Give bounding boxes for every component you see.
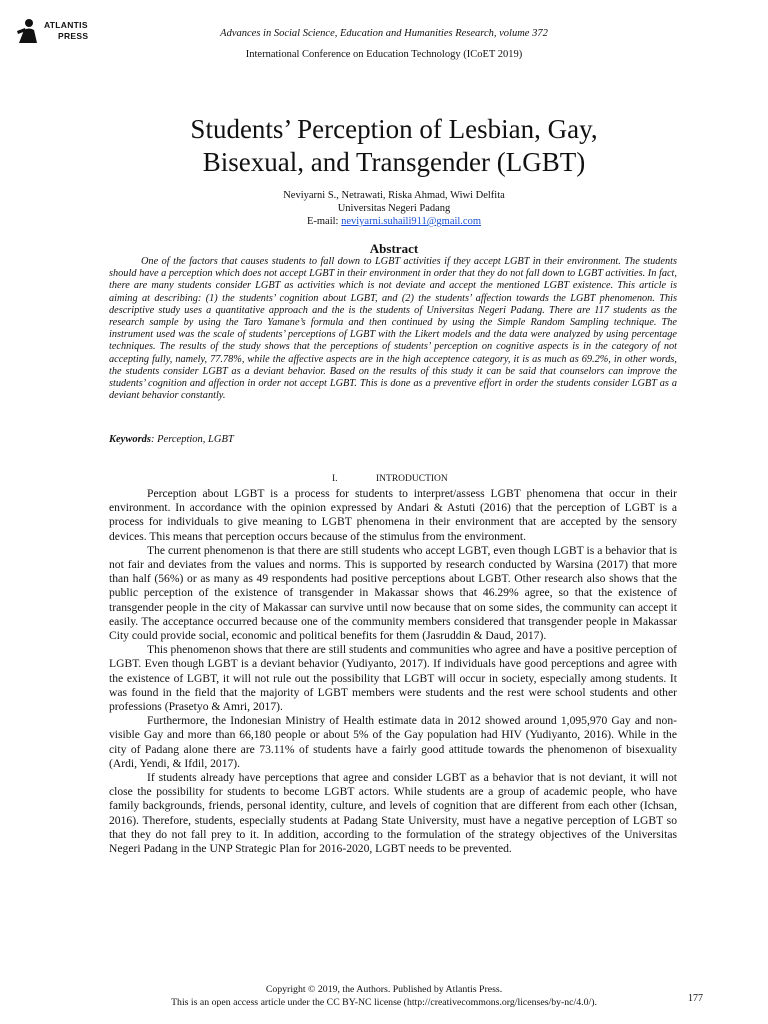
- paragraph: Furthermore, the Indonesian Ministry of Health estimate data in 2012 showed around 1,095,970 Gay and non-visible Gay and more than 66,180 people or about 5% of the Gay population had HIV (Yudiyanto, 2016). While in the city of Padang alone there are 73.11% of students have a fairly good attitude towards the phenomenon of bisexuality (Ardi, Yendi, & Ifdil, 2017).: [109, 714, 677, 770]
- email-line: [0, 215, 768, 228]
- author-names: Neviyarni S., Netrawati, Riska Ahmad, Wiwi Delfita: [283, 190, 505, 201]
- page-number: 177: [688, 993, 703, 1004]
- affiliation: Universitas Negeri Padang: [337, 203, 451, 214]
- title-line-1: Students’ Perception of Lesbian, Gay,: [190, 114, 598, 144]
- page-footer: [0, 984, 768, 1009]
- paragraph: This phenomenon shows that there are still students and communities who agree and have a positive perception of LGBT. Even though LGBT is a deviant behavior (Yudiyanto, 2017). If individuals have good perceptions and agree with the existence of LGBT, it will not rule out the possibility that LGBT will occur in society, especially among students. It was found in the field that the majority of LGBT members were students and the rest were school students and other professions (Prasetyo & Amri, 2017).: [109, 643, 677, 714]
- abstract-text: One of the factors that causes students to fall down to LGBT activities if they accept LGBT in their environment. The students should have a perception which does not accept LGBT in their environment in order that they do not fall down to LGBT activities. In fact, there are many students consider LGBT as activities which is not deviate and accept the mentioned LGBT existence. This article is aiming at describing: (1) the students’ cognition about LGBT, and (2) the students’ affection towards the LGBT phenomenon. This descriptive study uses a quantitative approach and the is the students of Universitas Negeri Padang. There are 117 students as the research sample by using the Taro Yamane’s formula and then continued by using the Simple Random Sampling technique. The instrument used was the scale of students’ perceptions of LGBT with the Likert models and the data were analyzed by using percentage techniques. The results of the study shows that the perceptions of students’ perception on cognitive aspects is in the category of not accepting fully, namely, 77.78%, while the affective aspects are in the high acceptence category, it is as much as 69.2%, in other words, the students consider LGBT as a deviant behavior. Based on the results of this study it can be said that counselors can improve the students’ cognition and affection in order not accept LGBT. This is done as a preventive effort in order the students consider LGBT as a deviant behavior constantly.: [109, 256, 677, 402]
- paragraph: If students already have perceptions that agree and consider LGBT as a behavior that is not deviant, it will not close the possibility for students to become LGBT actors. While students are a group of academic people, who have family backgrounds, friends, personal identity, culture, and levels of cognition that are different from each other (Ichsan, 2016). Therefore, students, especially students at Padang State University, must have a negative perception of LGBT so that they do not fall prey to it. In addition, according to the formulation of the strategy objectives of the Universitas Negeri Padang in the UNP Strategic Plan for 2016-2020, LGBT needs to be prevented.: [109, 771, 677, 856]
- conference-name: International Conference on Education Technology (ICoET 2019): [245, 49, 523, 60]
- keywords-text: : Perception, LGBT: [151, 434, 234, 445]
- abstract-heading: Abstract: [369, 241, 419, 256]
- paragraph: Perception about LGBT is a process for students to interpret/assess LGBT phenomena that occur in their environment. In accordance with the opinion expressed by Andari & Astuti (2016) that the perception of LGBT is a process for individuals to give meaning to LGBT phenomena in their environment that are accepted by the sensory devices. This means that perception occurs because of the stimulus from the environment.: [109, 487, 677, 543]
- license-line: This is an open access article under the CC BY-NC license (http://creativecommons.org/licenses/by-nc/4.0/).: [171, 996, 597, 1008]
- keywords: [109, 434, 234, 445]
- section-heading: [332, 474, 448, 484]
- email-label: E-mail:: [306, 216, 342, 227]
- body-text: [109, 487, 677, 856]
- paper-title: [100, 113, 688, 179]
- email-link[interactable]: neviyarni.suhaili911@gmail.com: [341, 216, 482, 227]
- author-block: [0, 189, 768, 228]
- section-title: INTRODUCTION: [376, 474, 448, 484]
- publisher-name-line1: ATLANTIS: [44, 20, 88, 30]
- section-number: I.: [332, 474, 338, 484]
- keywords-label: Keywords: [109, 434, 151, 445]
- copyright-line: Copyright © 2019, the Authors. Published by Atlantis Press.: [265, 984, 503, 995]
- paragraph: The current phenomenon is that there are still students who accept LGBT, even though LGBT is a behavior that is not fair and deviates from the values and norms. This is supported by research conducted by Warsina (2017) that more than half (56%) or as many as 49 respondents had positive perceptions about LGBT. Other research also shows that the public perception of the existence of transgender in Makassar shows that 46.29% agree, so that the existence of transgender people in the city of Makassar can survive until now because that on some sides, the community can accept it easily. The acceptance occurred because one of the community members considered that transgender people in Makassar City could provide social, economic and political benefits for them (Jasruddin & Daud, 2017).: [109, 543, 677, 643]
- journal-name: Advances in Social Science, Education and Humanities Research, volume 372: [220, 28, 548, 39]
- title-line-2: Bisexual, and Transgender (LGBT): [202, 147, 586, 177]
- publisher-name-line2: PRESS: [58, 31, 89, 41]
